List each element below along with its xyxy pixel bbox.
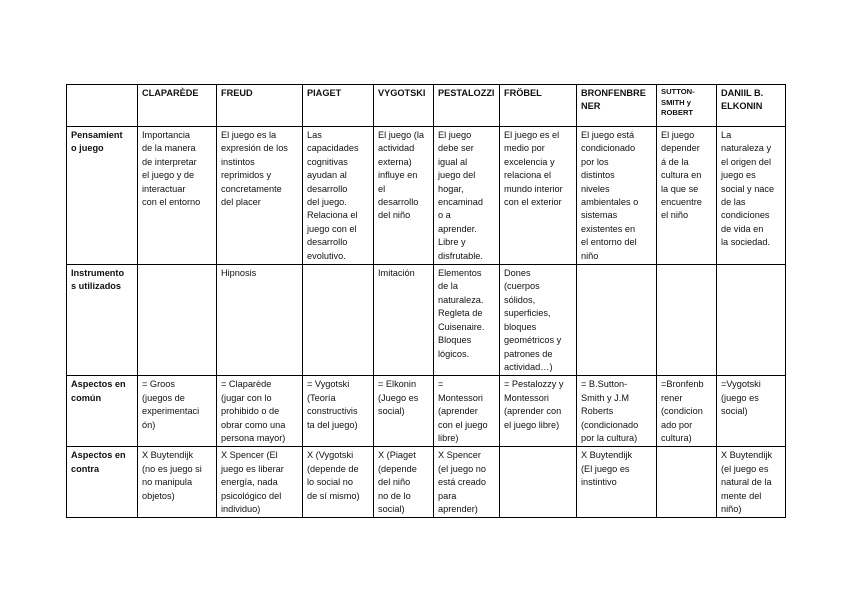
table-cell <box>434 127 500 265</box>
table-cell <box>434 447 500 518</box>
table-cell <box>577 447 657 518</box>
table-cell <box>138 447 217 518</box>
table-cell <box>500 376 577 447</box>
cell-text: Las capacidades cognitivas ayudan al desarrollo del juego. Relaciona el juego con el desarrollo evolutivo. <box>307 130 359 261</box>
table-cell <box>717 447 786 518</box>
cell-text: El juego está condicionado por los distintos niveles ambientales o sistemas existentes en el entorno del niño <box>581 130 639 261</box>
table-cell <box>374 127 434 265</box>
header-cell-bronfenbrenner <box>577 85 657 127</box>
table-cell <box>217 376 303 447</box>
cell-text: El juego (la actividad externa) influye en el desarrollo del niño <box>378 130 424 221</box>
table-cell <box>138 265 217 376</box>
cell-text: X Buytendijk (El juego es instintivo <box>581 450 633 488</box>
cell-text: Importancia de la manera de interpretar el juego y de interactuar con el entorno <box>142 130 201 208</box>
table-cell <box>500 447 577 518</box>
table-cell <box>374 265 434 376</box>
cell-text: = Vygotski (Teoría constructivis ta del juego) <box>307 379 358 430</box>
table-cell <box>374 447 434 518</box>
cell-text: Imitación <box>378 268 415 279</box>
table-cell <box>717 376 786 447</box>
header-cell-claparede <box>138 85 217 127</box>
row-label-text: Pensamient o juego <box>71 130 123 154</box>
cell-text: = Montessori (aprender con el juego libre) <box>438 379 488 443</box>
cell-text: El juego es el medio por excelencia y relaciona el mundo interior con el exterior <box>504 130 563 208</box>
header-cell-elkonin <box>717 85 786 127</box>
table-cell <box>577 376 657 447</box>
row-label-cell <box>67 265 138 376</box>
row-label-cell <box>67 127 138 265</box>
cell-text: La naturaleza y el origen del juego es social y nace de las condiciones de vida en la sociedad. <box>721 130 775 248</box>
table-cell <box>434 376 500 447</box>
cell-text: Elementos de la naturaleza. Regleta de Cuisenaire. Bloques lógicos. <box>438 268 485 359</box>
header-cell-sutton-smith <box>657 85 717 127</box>
header-text-piaget: PIAGET <box>307 88 342 98</box>
table-cell <box>303 376 374 447</box>
header-cell-freud <box>217 85 303 127</box>
table-cell <box>138 376 217 447</box>
cell-text: = B.Sutton- Smith y J.M Roberts (condicionado por la cultura) <box>581 379 639 443</box>
table-row-contra <box>67 447 786 518</box>
table-row-comun <box>67 376 786 447</box>
header-cell-corner <box>67 85 138 127</box>
cell-text: =Bronfenb rener (condicion ado por cultura) <box>661 379 704 443</box>
table-cell <box>217 447 303 518</box>
table-cell <box>217 265 303 376</box>
cell-text: X Spencer (el juego no está creado para aprender) <box>438 450 487 514</box>
cell-text: El juego debe ser igual al juego del hogar, encaminad o a aprender. Libre y disfrutable. <box>438 130 483 261</box>
cell-text: Hipnosis <box>221 268 257 279</box>
comparison-table <box>66 84 786 518</box>
table-cell <box>657 447 717 518</box>
cell-text: El juego es la expresión de los instintos reprimidos y concretamente del placer <box>221 130 288 208</box>
cell-text: =Vygotski (juego es social) <box>721 379 761 417</box>
cell-text: X (Vygotski (depende de lo social no de sí mismo) <box>307 450 360 501</box>
table-cell <box>657 265 717 376</box>
header-text-frobel: FRÖBEL <box>504 88 542 98</box>
header-row <box>67 85 786 127</box>
table-cell <box>500 265 577 376</box>
table-cell <box>500 127 577 265</box>
row-label-text: Aspectos en contra <box>71 450 126 474</box>
table-cell <box>434 265 500 376</box>
table-row-pensamiento <box>67 127 786 265</box>
cell-text: X Buytendijk (el juego es natural de la mente del niño) <box>721 450 773 514</box>
table-row-instrumentos <box>67 265 786 376</box>
cell-text: = Groos (juegos de experimentaci ón) <box>142 379 200 430</box>
cell-text: = Elkonin (Juego es social) <box>378 379 419 417</box>
table-cell <box>717 127 786 265</box>
row-label-text: Instrumento s utilizados <box>71 268 125 292</box>
table-cell <box>138 127 217 265</box>
header-cell-pestalozzi <box>434 85 500 127</box>
table-cell <box>303 447 374 518</box>
table-cell <box>657 127 717 265</box>
header-text-sutton-smith: SUTTON- SMITH y ROBERT <box>661 87 695 117</box>
row-label-cell <box>67 447 138 518</box>
row-label-cell <box>67 376 138 447</box>
cell-text: X Buytendijk (no es juego si no manipula objetos) <box>142 450 202 501</box>
cell-text: = Claparède (jugar con lo prohibido o de obrar como una persona mayor) <box>221 379 286 443</box>
header-text-freud: FREUD <box>221 88 253 98</box>
table-cell <box>657 376 717 447</box>
header-text-vygotski: VYGOTSKI <box>378 88 426 98</box>
cell-text: X (Piaget (depende del niño no de lo social) <box>378 450 417 514</box>
table-cell <box>217 127 303 265</box>
cell-text: = Pestalozzy y Montessori (aprender con el juego libre) <box>504 379 564 430</box>
cell-text: X Spencer (El juego es liberar energía, nada psicológico del individuo) <box>221 450 284 514</box>
cell-text: Dones (cuerpos sólidos, superficies, bloques geométricos y patrones de actividad…) <box>504 268 562 372</box>
table-cell <box>717 265 786 376</box>
header-text-elkonin: DANIIL B. ELKONIN <box>721 88 764 112</box>
header-text-bronfenbrenner: BRONFENBRE NER <box>581 88 646 112</box>
cell-text: El juego depender á de la cultura en la que se encuentre el niño <box>661 130 702 221</box>
header-cell-frobel <box>500 85 577 127</box>
row-label-text: Aspectos en común <box>71 379 126 403</box>
table-cell <box>577 127 657 265</box>
header-text-claparede: CLAPARÈDE <box>142 88 199 98</box>
table-cell <box>303 265 374 376</box>
header-text-pestalozzi: PESTALOZZI <box>438 88 495 98</box>
header-cell-vygotski <box>374 85 434 127</box>
header-cell-piaget <box>303 85 374 127</box>
table-cell <box>577 265 657 376</box>
table-cell <box>303 127 374 265</box>
table-cell <box>374 376 434 447</box>
